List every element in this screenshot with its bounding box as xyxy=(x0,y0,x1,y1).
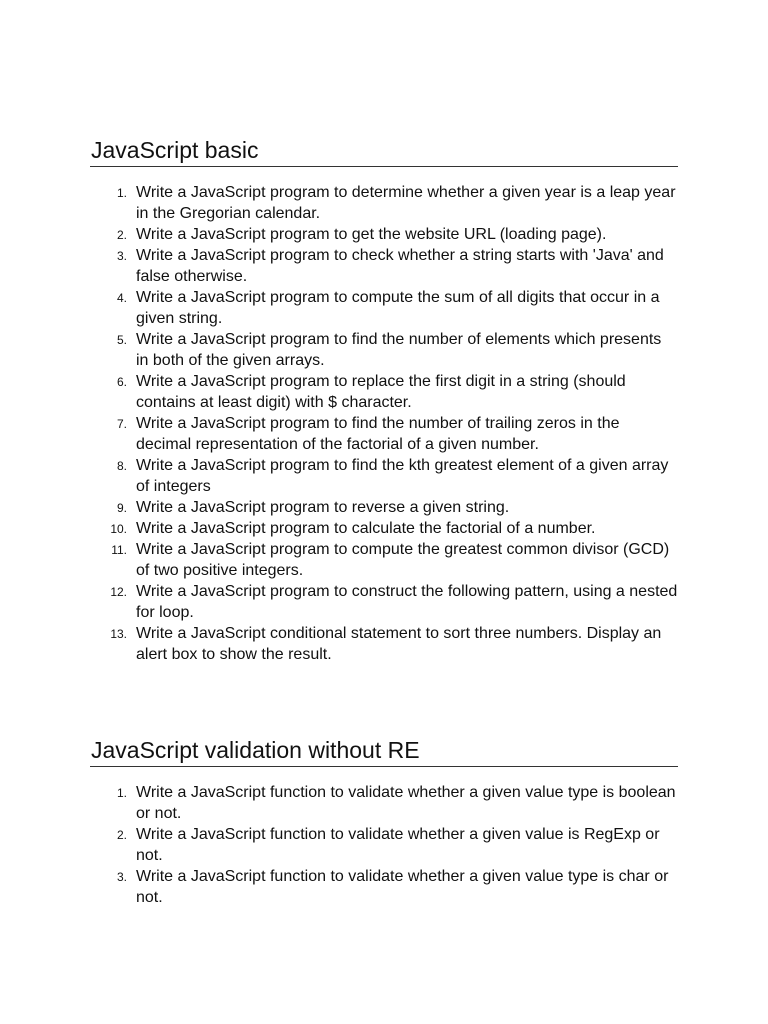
item-text: Write a JavaScript conditional statement to sort three numbers. Display an alert box to show the result. xyxy=(136,625,662,663)
item-text: Write a JavaScript program to construct the following pattern, using a nested for loop. xyxy=(136,583,678,621)
list-item xyxy=(90,182,678,224)
item-text: Write a JavaScript program to find the number of elements which presents in both of the given arrays. xyxy=(136,331,662,369)
list-item xyxy=(90,623,678,665)
list-item xyxy=(90,866,678,908)
item-number: 10. xyxy=(110,522,127,536)
section-heading: JavaScript basic xyxy=(90,137,678,167)
list-item xyxy=(90,329,678,371)
item-number: 3. xyxy=(116,249,127,263)
list-item xyxy=(90,224,678,245)
item-text: Write a JavaScript function to validate whether a given value type is boolean or not. xyxy=(136,784,676,822)
item-number: 1. xyxy=(116,186,127,200)
list-item xyxy=(90,824,678,866)
item-number: 5. xyxy=(116,333,127,347)
item-text: Write a JavaScript program to determine whether a given year is a leap year in the Gregorian calendar. xyxy=(136,184,676,222)
list-item xyxy=(90,371,678,413)
item-text: Write a JavaScript program to replace the first digit in a string (should contains at least digit) with $ character. xyxy=(136,373,626,411)
list-item xyxy=(90,539,678,581)
item-text: Write a JavaScript program to check whether a string starts with 'Java' and false otherwise. xyxy=(136,247,664,285)
list-item xyxy=(90,413,678,455)
list-item xyxy=(90,497,678,518)
item-number: 9. xyxy=(116,501,127,515)
section-heading: JavaScript validation without RE xyxy=(90,737,678,767)
item-text: Write a JavaScript program to calculate the factorial of a number. xyxy=(136,520,596,537)
item-number: 6. xyxy=(116,375,127,389)
list-item xyxy=(90,581,678,623)
section-javascript-basic xyxy=(90,137,678,665)
section-javascript-validation xyxy=(90,737,678,908)
item-text: Write a JavaScript program to compute the sum of all digits that occur in a given string. xyxy=(136,289,660,327)
item-number: 11. xyxy=(111,543,127,557)
item-text: Write a JavaScript program to find the number of trailing zeros in the decimal representation of the factorial of a given number. xyxy=(136,415,620,453)
item-number: 12. xyxy=(110,585,127,599)
item-number: 3. xyxy=(116,870,127,884)
item-number: 1. xyxy=(116,786,127,800)
item-number: 2. xyxy=(116,828,127,842)
list-item xyxy=(90,245,678,287)
item-text: Write a JavaScript function to validate whether a given value is RegExp or not. xyxy=(136,826,660,864)
item-text: Write a JavaScript program to compute the greatest common divisor (GCD) of two positive integers. xyxy=(136,541,670,579)
item-number: 13. xyxy=(110,627,127,641)
item-text: Write a JavaScript program to get the website URL (loading page). xyxy=(136,226,607,243)
list-item xyxy=(90,455,678,497)
item-number: 7. xyxy=(116,417,127,431)
item-text: Write a JavaScript program to find the kth greatest element of a given array of integers xyxy=(136,457,669,495)
list-item xyxy=(90,287,678,329)
list-item xyxy=(90,782,678,824)
item-number: 2. xyxy=(116,228,127,242)
exercise-list xyxy=(90,782,678,908)
item-text: Write a JavaScript program to reverse a given string. xyxy=(136,499,510,516)
item-number: 4. xyxy=(116,291,127,305)
exercise-list xyxy=(90,182,678,665)
list-item xyxy=(90,518,678,539)
item-text: Write a JavaScript function to validate whether a given value type is char or not. xyxy=(136,868,669,906)
item-number: 8. xyxy=(116,459,127,473)
